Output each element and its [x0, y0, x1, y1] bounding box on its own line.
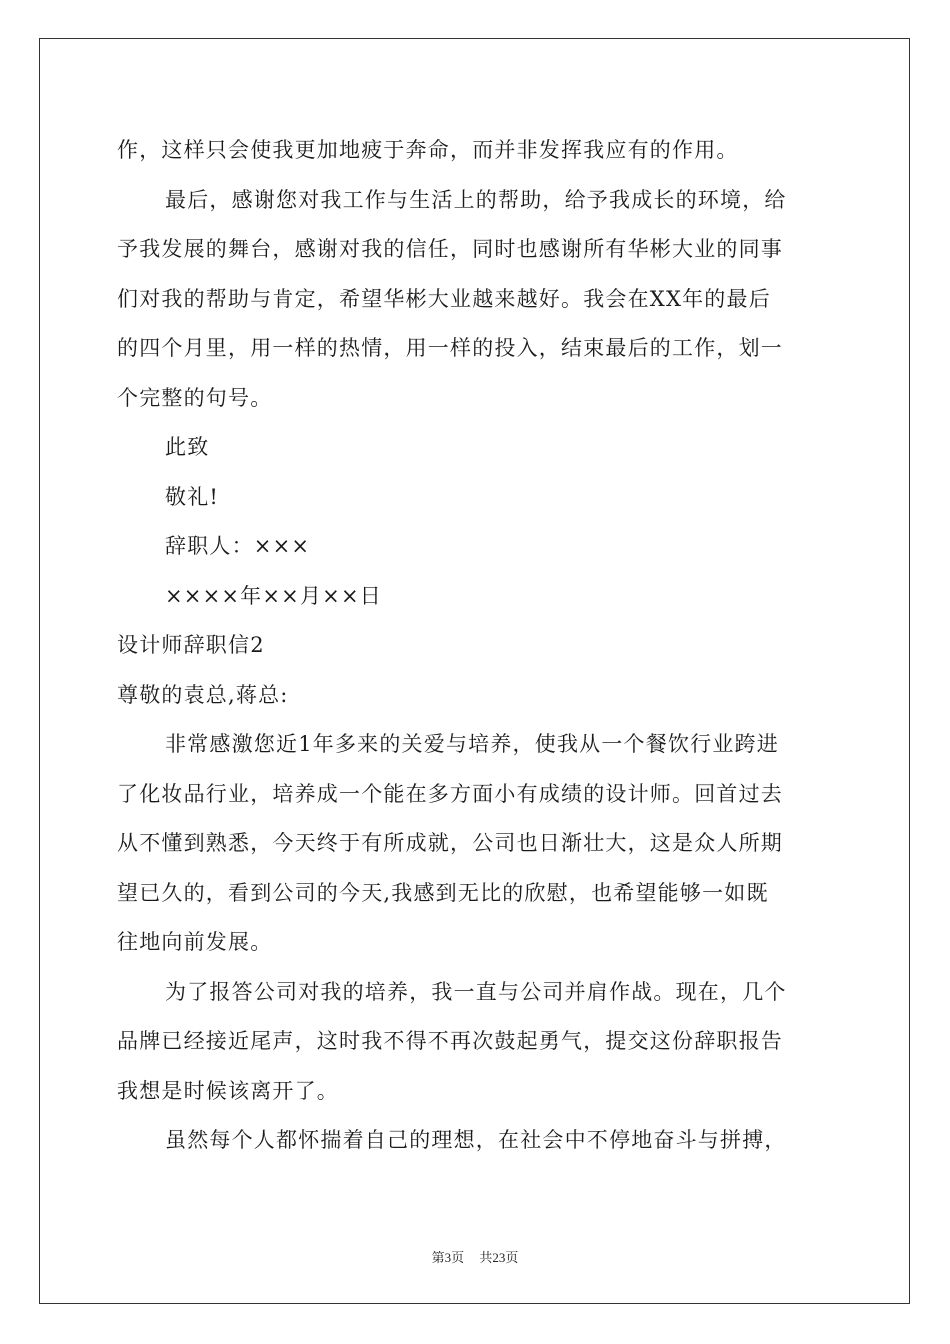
text-line: 品牌已经接近尾声，这时我不得不再次鼓起勇气，提交这份辞职报告	[117, 1029, 783, 1053]
text-line: 我想是时候该离开了。	[117, 1078, 339, 1103]
text-line: 个完整的句号。	[117, 385, 273, 410]
text-line: 辞职人：×××	[165, 534, 311, 558]
page-total: 共23页	[479, 1250, 519, 1265]
text-line: ××××年××月××日	[165, 583, 382, 608]
text-line: 望已久的，看到公司的今天,我感到无比的欣慰，也希望能够一如既	[117, 880, 769, 905]
text-line: 们对我的帮助与肯定，希望华彬大业越来越好。我会在XX年的最后	[117, 286, 771, 311]
text-line: 虽然每个人都怀揣着自己的理想，在社会中不停地奋斗与拼搏，	[165, 1128, 787, 1152]
text-line: 最后，感谢您对我工作与生活上的帮助，给予我成长的环境，给	[165, 187, 787, 212]
text-line: 从不懂到熟悉，今天终于有所成就，公司也日渐壮大，这是众人所期	[117, 831, 783, 855]
page-footer	[0, 1247, 950, 1266]
text-line: 非常感激您近1年多来的关爱与培养，使我从一个餐饮行业跨进	[165, 732, 779, 756]
text-line: 了化妆品行业，培养成一个能在多方面小有成绩的设计师。回首过去	[117, 781, 783, 806]
text-line: 往地向前发展。	[117, 930, 273, 954]
text-line: 予我发展的舞台，感谢对我的信任，同时也感谢所有华彬大业的同事	[117, 237, 783, 261]
page-number: 第3页	[431, 1250, 465, 1265]
text-line: 设计师辞职信2	[117, 633, 265, 657]
text-line: 作，这样只会使我更加地疲于奔命，而并非发挥我应有的作用。	[117, 138, 739, 162]
text-line: 为了报答公司对我的培养，我一直与公司并肩作战。现在，几个	[165, 979, 787, 1004]
text-line: 尊敬的袁总,蒋总:	[117, 682, 289, 707]
document-body	[117, 126, 837, 1166]
text-line: 此致	[165, 435, 210, 459]
text-line: 敬礼!	[165, 484, 220, 509]
text-line: 的四个月里，用一样的热情，用一样的投入，结束最后的工作，划一	[117, 336, 783, 360]
